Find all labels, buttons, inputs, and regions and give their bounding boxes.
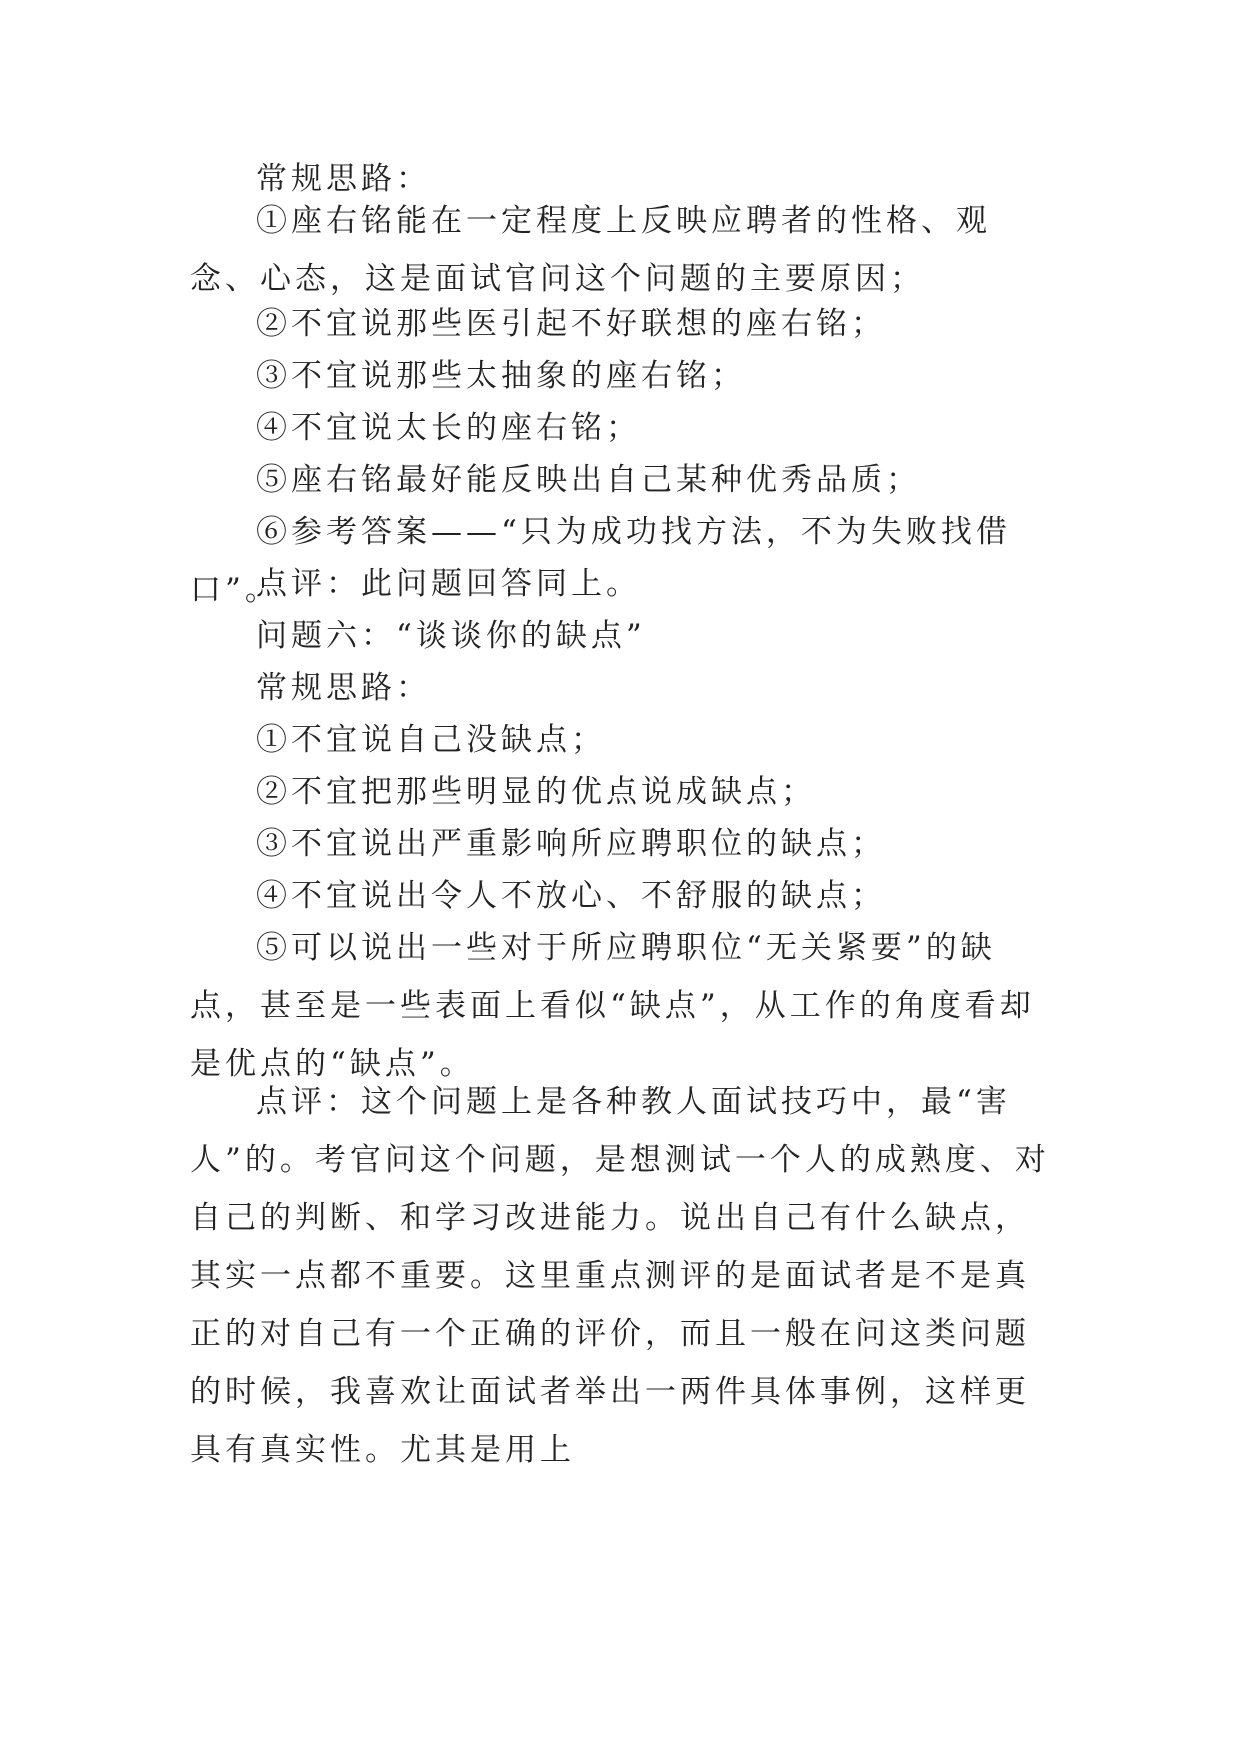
paragraph-point-5: ⑤座右铭最好能反映出自己某种优秀品质； — [256, 462, 921, 498]
paragraph-comment: 点评：此问题回答同上。 — [256, 566, 641, 602]
paragraph-weakness-5: ⑤可以说出一些对于所应聘职位“无关紧要”的缺点，甚至是一些表面上看似“缺点”，从工作的角度看却是优点的“缺点”。 — [190, 930, 1035, 1082]
paragraph-approach-heading-2: 常规思路： — [256, 670, 431, 706]
paragraph-point-6: ⑥参考答案——“只为成功找方法，不为失败找借口”。 — [190, 514, 1011, 608]
paragraph-weakness-2: ②不宜把那些明显的优点说成缺点； — [256, 774, 816, 810]
paragraph-weakness-3: ③不宜说出严重影响所应聘职位的缺点； — [256, 826, 886, 862]
paragraph-point-3: ③不宜说那些太抽象的座右铭； — [256, 358, 746, 394]
paragraph-weakness-1: ①不宜说自己没缺点； — [256, 722, 606, 758]
paragraph-approach-heading: 常规思路： — [256, 161, 431, 197]
paragraph-point-2: ②不宜说那些医引起不好联想的座右铭； — [256, 306, 886, 342]
paragraph-commentary: 点评：这个问题上是各种教人面试技巧中，最“害人”的。考官问这个问题，是想测试一个人的成熟度、对自己的判断、和学习改进能力。说出自己有什么缺点，其实一点都不重要。这里重点测评的是面试者是不是真正的对自己有一个正确的评价，而且一般在问这类问题的时候，我喜欢让面试者举出一两件具体事例，这样更具有真实性。尤其是用上 — [190, 1084, 1050, 1468]
paragraph-question-six: 问题六：“谈谈你的缺点” — [256, 618, 646, 654]
paragraph-point-4: ④不宜说太长的座右铭； — [256, 410, 641, 446]
paragraph-point-1: ①座右铭能在一定程度上反映应聘者的性格、观念、心态，这是面试官问这个问题的主要原因； — [190, 203, 991, 297]
paragraph-weakness-4: ④不宜说出令人不放心、不舒服的缺点； — [256, 878, 886, 914]
